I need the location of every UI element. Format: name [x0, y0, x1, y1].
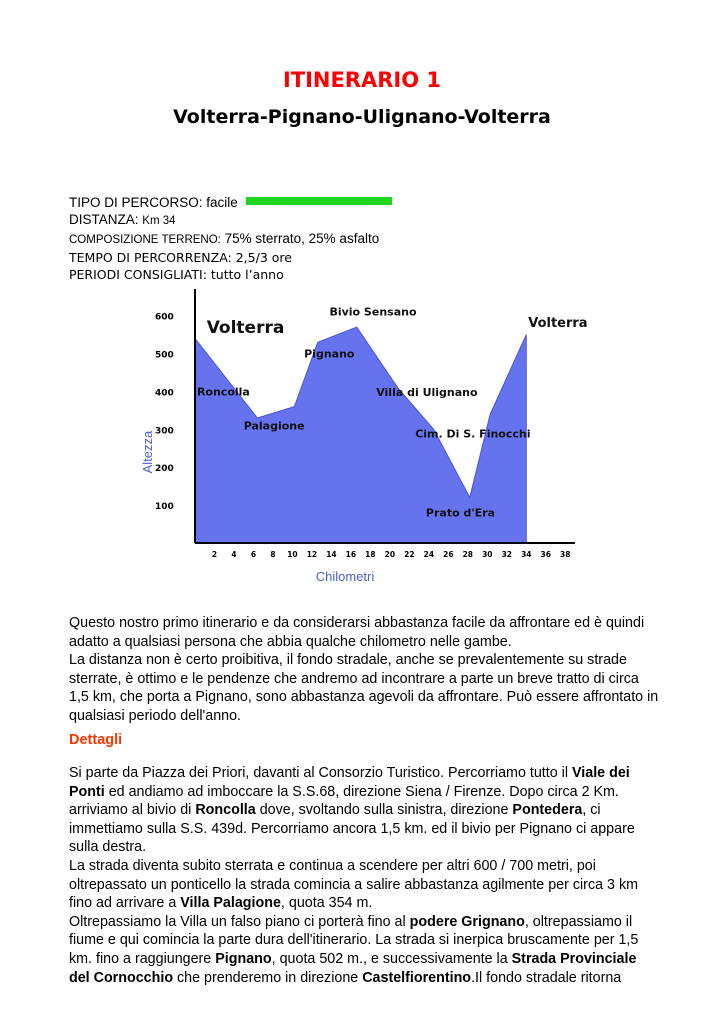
dettagli-heading: Dettagli — [69, 732, 123, 748]
difficulty-bar — [246, 197, 392, 205]
text-segment: .Il fondo stradale ritorna — [471, 969, 622, 986]
x-tick-label: 20 — [384, 550, 396, 559]
bold-place-name: podere Grignano — [409, 913, 525, 930]
bold-place-name: Villa Palagione — [180, 895, 281, 912]
text-segment: , quota 502 m., e successivamente la — [271, 950, 512, 967]
y-tick-label: 300 — [155, 426, 174, 437]
info-tipo — [69, 194, 392, 211]
tempo-label: TEMPO DI PERCORRENZA: — [69, 250, 232, 265]
bold-place-name: Strada Provinciale del Cornocchio — [69, 950, 637, 986]
place-label: Bivio Sensano — [329, 305, 417, 319]
x-tick-label: 16 — [345, 550, 357, 559]
x-axis-label: Chilometri — [315, 569, 375, 584]
tipo-value: facile — [206, 195, 238, 210]
elevation-chart-svg — [120, 285, 590, 590]
place-label: Cim. Di S. Finocchi — [415, 427, 531, 441]
text-segment: dove, svoltando sulla sinistra, direzione — [255, 802, 513, 819]
y-tick-label: 200 — [155, 464, 174, 475]
x-tick-label: 34 — [521, 550, 532, 559]
intro-text: Questo nostro primo itinerario e da considerarsi abbastanza facile da affrontare ed è quindi adatto a qualsiasi persona che abbia qualche chilometro nelle gambe. La distanza non è certo proibitiva, il fondo stradale, anche se prevalentemente su strade sterrate, è ottimo e le pendenze che andremo ad incontrare a parte un breve tratto di circa 1,5 km, che porta a Pignano, sono abbastanza agevoli da affrontare. Può essere affrontato in qualsiasi periodo dell'anno. — [69, 615, 659, 724]
composizione-label: COMPOSIZIONE TERRENO: — [69, 234, 221, 246]
info-composizione — [69, 230, 392, 249]
x-tick-label: 6 — [250, 550, 257, 559]
x-tick-label: 30 — [482, 550, 493, 559]
place-label: Volterra — [206, 317, 285, 338]
x-tick-label: 10 — [287, 550, 298, 559]
x-tick-label: 38 — [560, 550, 571, 559]
place-label: Villa di Ulignano — [376, 386, 478, 400]
x-tick-label: 14 — [326, 550, 337, 559]
text-segment: ed andiamo ad imboccare la S.S.68, direzione Siena / Firenze. Dopo circa 2 Km. arriviamo al bivio di — [69, 783, 619, 819]
y-tick-label: 500 — [155, 350, 174, 361]
place-label: Pignano — [304, 347, 355, 361]
page-title: ITINERARIO 1 — [282, 68, 442, 92]
x-tick-label: 32 — [501, 550, 513, 559]
x-tick-label: 4 — [231, 550, 237, 559]
x-tick-label: 12 — [306, 550, 318, 559]
periodi-value: tutto l’anno — [210, 267, 284, 282]
info-tempo — [69, 249, 392, 266]
info-distanza — [69, 211, 392, 230]
x-tick-label: 22 — [404, 550, 415, 559]
intro-paragraph — [69, 614, 659, 726]
y-axis-label: Altezza — [140, 430, 155, 474]
elevation-chart — [120, 285, 590, 590]
text-segment: , oltrepassiamo il fiume e qui comincia la parte dura dell'itinerario. La strada si inerpica bruscamente per 1,5 km. fino a raggiungere — [69, 913, 639, 967]
bold-place-name: Pignano — [215, 950, 272, 967]
text-segment: Si parte da Piazza dei Priori, davanti al Consorzio Turistico. Percorriamo tutto il — [69, 765, 572, 781]
y-tick-label: 100 — [155, 502, 174, 513]
text-segment: , ci immettiamo sulla S.S. 439d. Percorriamo ancora 1,5 km. ed il bivio per Pignano ci appare sulla destra. La strada diventa subito sterrata e continua a scendere per altri 600 / 700 metri, poi oltrepassato un ponticello la strada comincia a salire abbastanza agilmente per circa 3 km fino ad arrivare a — [69, 802, 638, 912]
composizione-value: 75% sterrato, 25% asfalto — [224, 231, 380, 246]
place-label: Prato d'Era — [425, 506, 496, 520]
text-segment: che prenderemo in direzione — [173, 969, 363, 986]
place-label: Palagione — [243, 419, 305, 433]
y-tick-label: 600 — [155, 312, 174, 323]
bold-place-name: Roncolla — [195, 802, 256, 819]
x-tick-label: 8 — [270, 550, 276, 559]
x-tick-label: 18 — [365, 550, 376, 559]
tipo-label: TIPO DI PERCORSO: — [69, 195, 203, 210]
bold-place-name: Viale dei Ponti — [69, 765, 630, 800]
periodi-label: PERIODI CONSIGLIATI: — [69, 267, 207, 282]
y-tick-label: 400 — [155, 388, 174, 399]
distanza-value: Km 34 — [142, 215, 176, 227]
bold-place-name: Castelfiorentino — [362, 969, 472, 986]
route-info — [69, 194, 392, 283]
x-tick-label: 2 — [211, 550, 218, 559]
text-segment: , quota 354 m. Oltrepassiamo la Villa un falso piano ci porterà fino al — [69, 895, 406, 930]
distanza-label: DISTANZA: — [69, 212, 139, 227]
x-tick-label: 26 — [443, 550, 454, 559]
info-periodi — [69, 266, 392, 283]
place-label: Volterra — [528, 316, 588, 332]
x-tick-label: 24 — [423, 550, 435, 559]
page-subtitle: Volterra-Pignano-Ulignano-Volterra — [173, 106, 551, 128]
x-tick-label: 36 — [540, 550, 551, 559]
dettagli-paragraph — [69, 764, 659, 987]
tempo-value: 2,5/3 ore — [235, 250, 292, 265]
x-tick-label: 28 — [462, 550, 474, 559]
place-label: Roncolla — [196, 385, 250, 399]
bold-place-name: Pontedera — [512, 802, 583, 819]
